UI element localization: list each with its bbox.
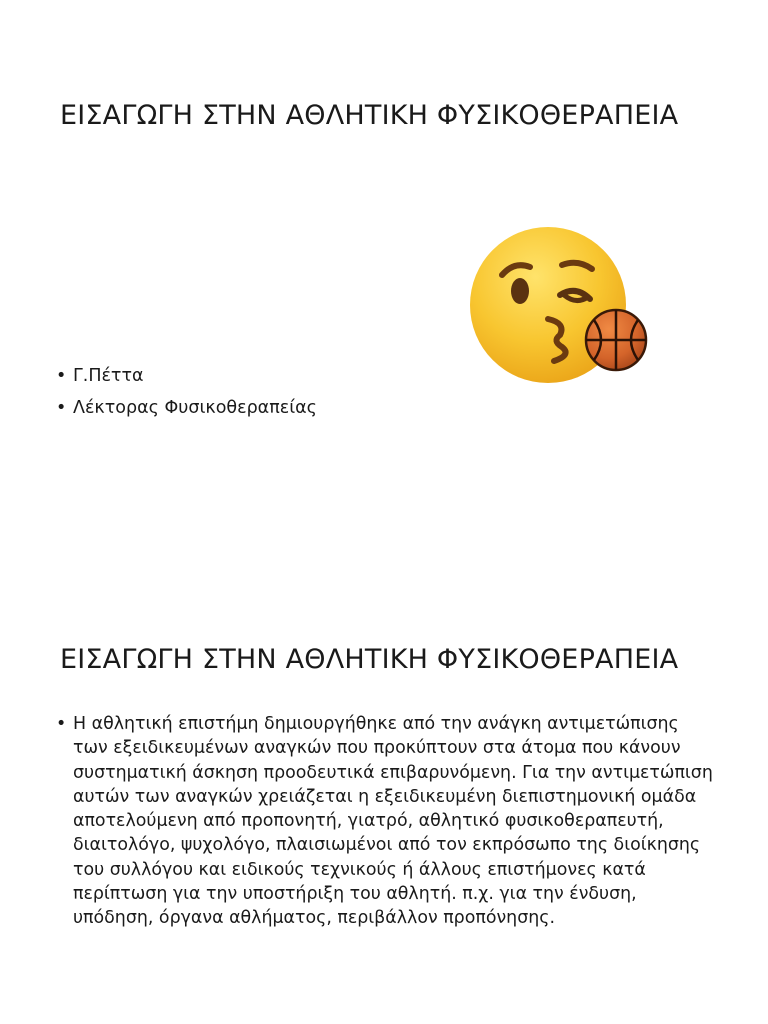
slide-2 <box>0 512 768 1024</box>
body-paragraph: • Η αθλητική επιστήμη δημιουργήθηκε από την ανάγκη αντιμετώπισης των εξειδικευμένων αναγκών που προκύπτουν στα άτομα που κάνουν συστηματική άσκηση προοδευτικά επιβαρυνόμενη. Για την αντιμετώπιση αυτών των αναγκών χρειάζεται η εξειδικευμένη διεπιστημονική ομάδα αποτελούμενη από προπονητή, γιατρό, αθλητικό φυσικοθεραπευτή, διαιτολόγο, ψυχολόγο, πλαισιωμένοι από τον εκπρόσωπο της διοίκησης του συλλόγου και ειδικούς τεχνικούς ή άλλους επιστήμονες κατά περίπτωση για την υποστήριξη του αθλητή. π.χ. για την ένδυση, υπόδηση, όργανα αθλήματος, περιβάλλον προπόνησης. <box>56 712 716 931</box>
kissing-face-with-basketball-icon <box>468 225 650 385</box>
slide-1-bullet-list <box>56 362 317 426</box>
author-name: • Γ.Πέττα <box>56 362 317 394</box>
slide-2-bullet-list <box>56 712 716 931</box>
author-title: • Λέκτορας Φυσικοθεραπείας <box>56 394 317 426</box>
slide-2-title: ΕΙΣΑΓΩΓΗ ΣΤΗΝ ΑΘΛΗΤΙΚΗ ΦΥΣΙΚΟΘΕΡΑΠΕΙΑ <box>60 644 679 675</box>
basketball-icon <box>586 310 646 370</box>
slide-1-title: ΕΙΣΑΓΩΓΗ ΣΤΗΝ ΑΘΛΗΤΙΚΗ ΦΥΣΙΚΟΘΕΡΑΠΕΙΑ <box>60 100 679 131</box>
